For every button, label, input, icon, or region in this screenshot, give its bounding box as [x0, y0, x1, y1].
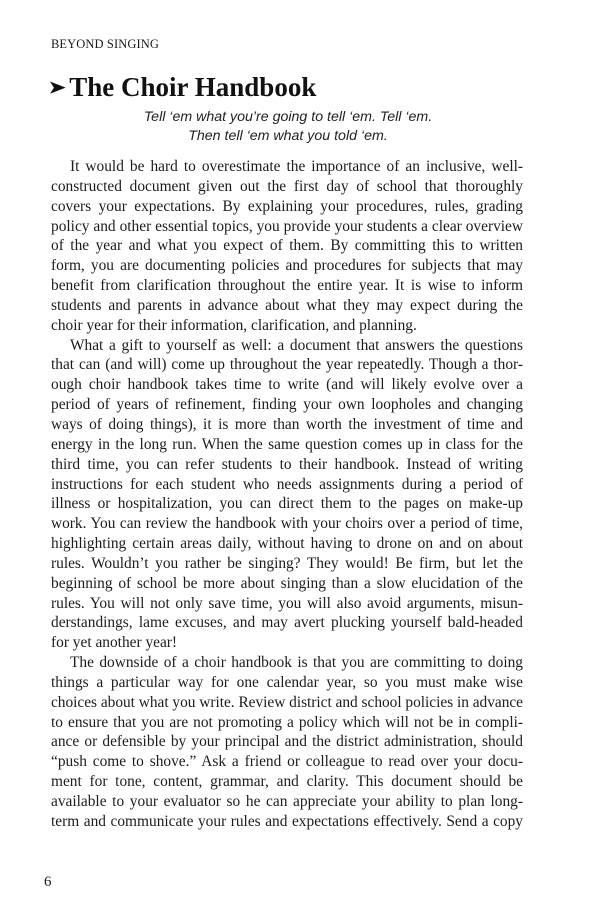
- text-line: illness or hospitalization, you can direct them to the pages on make-up: [51, 495, 523, 513]
- paragraph-3: [51, 653, 523, 832]
- text-line: students and parents in advance about what they may expect during the: [51, 296, 523, 314]
- text-line: period of years of refinement, finding your own loopholes and changing: [51, 396, 523, 414]
- arrowhead-right-icon: ➤: [48, 78, 66, 97]
- paragraph-2: [51, 336, 523, 654]
- text-line: for yet another year!: [51, 634, 178, 652]
- text-line: things a particular way for one calendar year, so you must make wise: [51, 673, 523, 691]
- text-line: third time, you can refer students to their handbook. Instead of writing: [51, 455, 523, 473]
- text-line: highlighting certain areas daily, without having to drone on and on about: [51, 535, 523, 553]
- text-line: rules. You will not only save time, you will also avoid arguments, misun-: [51, 594, 523, 612]
- text-line: that can (and will) come up throughout the year repeatedly. Though a thor-: [51, 356, 523, 374]
- section-title: [50, 70, 316, 108]
- body-text: [51, 157, 523, 832]
- epigraph-line: Then tell ‘em what you told ‘em.: [188, 128, 388, 144]
- text-line: ways of doing things), it is more than worth the investment of time and: [51, 415, 523, 433]
- text-line: energy in the long run. When the same question comes up in class for the: [51, 435, 523, 453]
- text-line: to ensure that you are not promoting a policy which will not be in compli-: [51, 713, 523, 731]
- text-line: choices about what you write. Review district and school policies in advance: [51, 693, 523, 711]
- epigraph: [60, 108, 516, 146]
- text-line: instructions for each student who needs assignments during a period of: [51, 475, 523, 493]
- text-line: policy and other essential topics, you provide your students a clear overview: [51, 217, 523, 235]
- epigraph-line: Tell ‘em what you’re going to tell ‘em. Tell ‘em.: [143, 109, 433, 125]
- paragraph-1: [51, 157, 523, 336]
- text-line: It would be hard to overestimate the importance of an inclusive, well-: [70, 158, 523, 175]
- text-line: form, you are documenting policies and procedures for subjects that may: [51, 257, 523, 275]
- text-line: ance or defensible by your principal and the district administration, should: [51, 733, 523, 751]
- text-line: rules. Wouldn’t you rather be singing? They would! Be firm, but let the: [51, 554, 523, 572]
- text-line: of the year and what you expect of them. By committing this to written: [51, 237, 523, 255]
- text-line: work. You can review the handbook with your choirs over a period of time,: [51, 515, 523, 533]
- text-line: What a gift to yourself as well: a document that answers the questions: [70, 336, 523, 354]
- text-line: ough choir handbook takes time to write (and will likely evolve over a: [51, 376, 523, 394]
- text-line: derstandings, lame excuses, and may avert plucking yourself bald-headed: [51, 614, 523, 632]
- text-line: “push come to shove.” Ask a friend or colleague to read over your docu-: [51, 753, 523, 771]
- text-line: available to your evaluator so he can appreciate your ability to plan long-: [51, 793, 523, 810]
- text-line: benefit from clarification throughout the entire year. It is wise to inform: [51, 277, 523, 295]
- text-line: beginning of school be more about singing than a slow elucidation of the: [51, 574, 523, 592]
- section-title-text: The Choir Handbook: [69, 72, 317, 102]
- text-line: The downside of a choir handbook is that you are committing to doing: [70, 654, 523, 672]
- running-head: BEYOND SINGING: [51, 37, 159, 51]
- text-line: covers your expectations. By explaining your procedures, rules, grading: [51, 197, 523, 215]
- text-line: ment for tone, content, grammar, and clarity. This document should be: [51, 773, 523, 791]
- text-line: term and communicate your rules and expectations effectively. Send a copy: [51, 812, 523, 830]
- page-number: 6: [44, 874, 52, 890]
- text-line: choir year for their information, clarification, and planning.: [51, 316, 417, 334]
- text-line: constructed document given out the first day of school that thoroughly: [51, 177, 523, 195]
